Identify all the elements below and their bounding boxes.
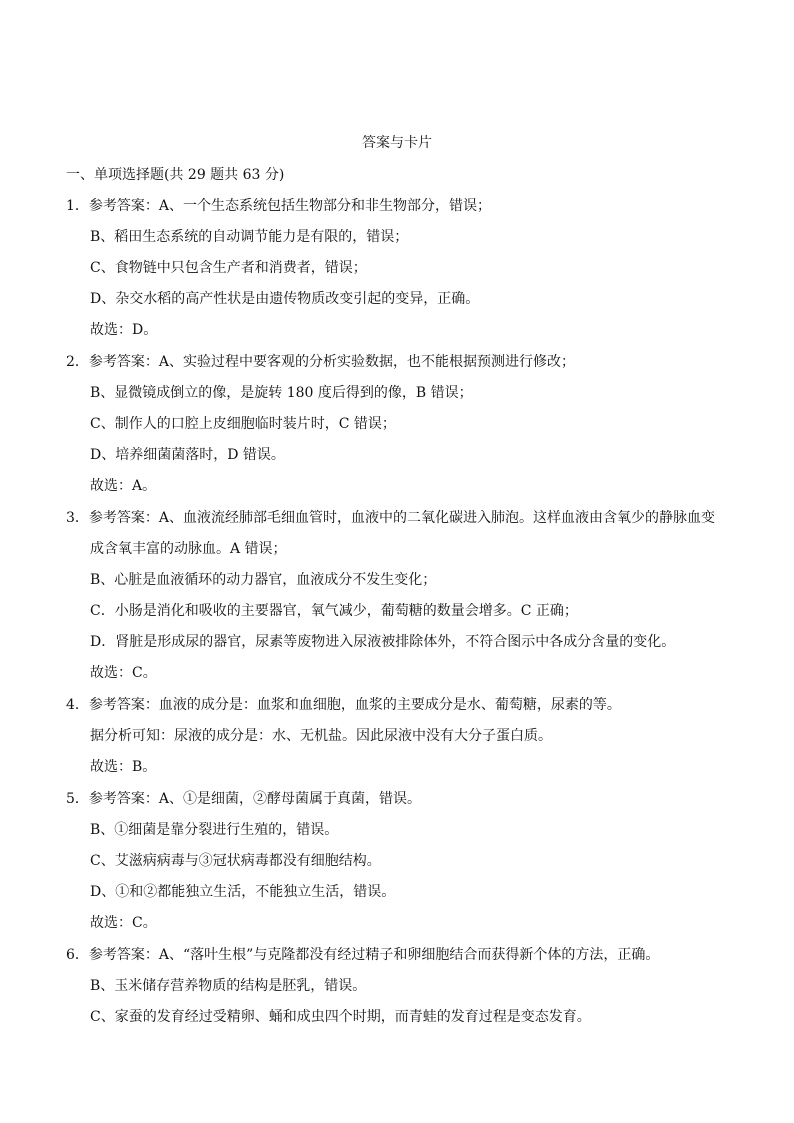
answer-line: C、艾滋病病毒与③冠状病毒都没有细胞结构。 [90, 853, 381, 869]
answer-line: D、①和②都能独立生活，不能独立生活，错误。 [90, 884, 396, 900]
answer-line: 故选：C。 [90, 665, 157, 681]
answer-line: B、心脏是血液循环的动力器官，血液成分不发生变化； [90, 572, 437, 588]
answer-line: D、培养细菌菌落时，D 错误。 [90, 447, 285, 463]
answer-line: B、①细菌是靠分裂进行生殖的，错误。 [90, 822, 339, 838]
answer-line: C、食物链中只包含生产者和消费者，错误； [90, 260, 367, 276]
answer-line: C、家蚕的发育经过受精卵、蛹和成虫四个时期，而青蛙的发育过程是变态发育。 [90, 1009, 591, 1025]
page-title: 答案与卡片 [362, 135, 432, 151]
answer-line: 故选：D。 [90, 322, 158, 338]
answer-line: 故选：A。 [90, 478, 157, 494]
answer-line: 6．参考答案：A、“落叶生根”与克隆都没有经过精子和卵细胞结合而获得新个体的方法，正确。 [66, 947, 660, 963]
answer-line: 故选：C。 [90, 915, 157, 931]
answer-line: B、显微镜成倒立的像，是旋转 180 度后得到的像，B 错误； [90, 385, 473, 401]
answer-line: B、稻田生态系统的自动调节能力是有限的，错误； [90, 229, 409, 245]
answer-line: 3．参考答案：A、血液流经肺部毛细血管时，血液中的二氧化碳进入肺泡。这样血液由含氧少的静脉血变 [66, 510, 716, 526]
answer-line: 5．参考答案：A、①是细菌，②酵母菌属于真菌，错误。 [66, 791, 422, 807]
answer-line: C、制作人的口腔上皮细胞临时装片时，C 错误； [90, 416, 396, 432]
answer-line: 2．参考答案：A、实验过程中要客观的分析实验数据，也不能根据预测进行修改； [66, 354, 576, 370]
answer-line: 故选：B。 [90, 759, 157, 775]
answer-line: 成含氧丰富的动脉血。A 错误； [90, 541, 287, 557]
answer-line: D、杂交水稻的高产性状是由遗传物质改变引起的变异，正确。 [90, 291, 480, 307]
answer-line: 1．参考答案：A、一个生态系统包括生物部分和非生物部分，错误； [66, 198, 492, 214]
answer-line: 据分析可知：尿液的成分是：水、无机盐。因此尿液中没有大分子蛋白质。 [90, 728, 552, 744]
answer-line: C．小肠是消化和吸收的主要器官，氧气减少，葡萄糖的数量会增多。C 正确； [90, 603, 578, 619]
section-heading: 一、单项选择题(共 29 题共 63 分) [66, 167, 285, 183]
answer-line: B、玉米储存营养物质的结构是胚乳，错误。 [90, 978, 367, 994]
answer-line: D．肾脏是形成尿的器官，尿素等废物进入尿液被排除体外，不符合图示中各成分含量的变化。 [90, 634, 676, 650]
answer-line: 4．参考答案：血液的成分是：血浆和血细胞，血浆的主要成分是水、葡萄糖，尿素的等。 [66, 697, 621, 713]
